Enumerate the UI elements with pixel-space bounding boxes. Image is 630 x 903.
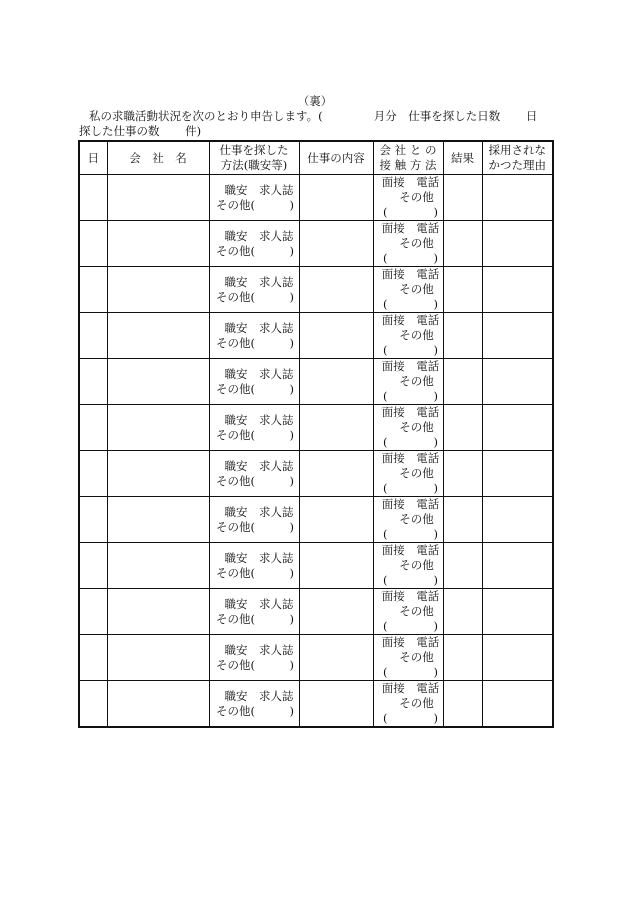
reason-cell[interactable]	[482, 175, 553, 221]
intro-text-2: 月分 仕事を探した日数	[373, 109, 501, 123]
contact-line3: ( )	[383, 251, 438, 265]
table-row	[79, 589, 553, 635]
result-cell[interactable]	[443, 267, 482, 313]
header-result: 結果	[443, 141, 482, 175]
contact-cell[interactable]	[373, 497, 443, 543]
method-cell[interactable]	[209, 543, 299, 589]
job-search-report-table	[78, 140, 554, 728]
contact-line2: その他	[399, 282, 434, 296]
reason-cell[interactable]	[482, 359, 553, 405]
result-cell[interactable]	[443, 635, 482, 681]
day-cell[interactable]	[79, 175, 107, 221]
jobs-count-blank[interactable]	[160, 124, 186, 139]
method-line1: 職安 求人誌	[224, 688, 294, 703]
job-content-cell[interactable]	[299, 589, 373, 635]
result-cell[interactable]	[443, 221, 482, 267]
contact-line2: その他	[399, 190, 434, 204]
contact-cell[interactable]	[373, 405, 443, 451]
header-reason	[482, 141, 553, 175]
table-row	[79, 267, 553, 313]
contact-line1: 面接 電話	[381, 267, 440, 281]
job-content-cell[interactable]	[299, 681, 373, 728]
intro-text-4: 探した仕事の数	[79, 124, 160, 138]
job-content-cell[interactable]	[299, 359, 373, 405]
table-header-row	[79, 141, 553, 175]
contact-cell[interactable]	[373, 175, 443, 221]
method-cell[interactable]	[209, 451, 299, 497]
method-line2: その他( )	[216, 243, 294, 258]
result-cell[interactable]	[443, 681, 482, 728]
reason-cell[interactable]	[482, 405, 553, 451]
company-cell[interactable]	[107, 405, 209, 451]
month-blank[interactable]	[323, 109, 374, 124]
company-cell[interactable]	[107, 267, 209, 313]
company-cell[interactable]	[107, 359, 209, 405]
method-line1: 職安 求人誌	[224, 642, 294, 657]
contact-cell[interactable]	[373, 681, 443, 728]
method-cell[interactable]	[209, 497, 299, 543]
header-method-line2: 方法(職安等)	[220, 158, 288, 172]
contact-line3: ( )	[383, 573, 438, 587]
job-content-cell[interactable]	[299, 313, 373, 359]
table-row	[79, 451, 553, 497]
contact-line3: ( )	[383, 389, 438, 403]
job-content-cell[interactable]	[299, 451, 373, 497]
contact-line2: その他	[399, 512, 434, 526]
contact-cell[interactable]	[373, 221, 443, 267]
method-cell[interactable]	[209, 405, 299, 451]
company-cell[interactable]	[107, 221, 209, 267]
header-company: 会 社 名	[107, 141, 209, 175]
contact-cell[interactable]	[373, 635, 443, 681]
method-line1: 職安 求人誌	[224, 596, 294, 611]
day-cell[interactable]	[79, 635, 107, 681]
header-reason-line1: 採用されな	[488, 143, 546, 157]
header-job-content: 仕事の内容	[299, 141, 373, 175]
contact-line1: 面接 電話	[381, 175, 440, 189]
reason-cell[interactable]	[482, 589, 553, 635]
intro-text-1: 私の求職活動状況を次のとおり申告します。(	[89, 109, 323, 123]
result-cell[interactable]	[443, 451, 482, 497]
method-line1: 職安 求人誌	[224, 366, 294, 381]
day-cell[interactable]	[79, 543, 107, 589]
contact-line2: その他	[399, 236, 434, 250]
reason-cell[interactable]	[482, 543, 553, 589]
company-cell[interactable]	[107, 543, 209, 589]
contact-line1: 面接 電話	[381, 221, 440, 235]
contact-line3: ( )	[383, 527, 438, 541]
method-line2: その他( )	[216, 657, 294, 672]
header-contact-line1: 会 社 と の	[379, 143, 437, 157]
day-cell[interactable]	[79, 359, 107, 405]
day-cell[interactable]	[79, 221, 107, 267]
contact-line1: 面接 電話	[381, 359, 440, 373]
method-line1: 職安 求人誌	[224, 182, 294, 197]
intro-statement	[79, 109, 554, 139]
job-content-cell[interactable]	[299, 543, 373, 589]
day-cell[interactable]	[79, 405, 107, 451]
contact-line3: ( )	[383, 297, 438, 311]
contact-line2: その他	[399, 420, 434, 434]
header-method-line1: 仕事を探した	[219, 143, 289, 157]
result-cell[interactable]	[443, 589, 482, 635]
company-cell[interactable]	[107, 175, 209, 221]
reason-cell[interactable]	[482, 451, 553, 497]
reason-cell[interactable]	[482, 635, 553, 681]
method-line2: その他( )	[216, 289, 294, 304]
contact-line1: 面接 電話	[381, 589, 440, 603]
job-content-cell[interactable]	[299, 497, 373, 543]
contact-line3: ( )	[383, 481, 438, 495]
method-line2: その他( )	[216, 381, 294, 396]
contact-line3: ( )	[383, 711, 438, 725]
contact-line2: その他	[399, 466, 434, 480]
header-contact-line2: 接 触 方 法	[379, 158, 437, 172]
header-reason-line2: かつた理由	[488, 158, 546, 172]
method-line2: その他( )	[216, 519, 294, 534]
contact-line3: ( )	[383, 205, 438, 219]
method-cell[interactable]	[209, 359, 299, 405]
contact-cell[interactable]	[373, 589, 443, 635]
contact-cell[interactable]	[373, 451, 443, 497]
contact-line3: ( )	[383, 343, 438, 357]
contact-line2: その他	[399, 374, 434, 388]
table-row	[79, 405, 553, 451]
method-line2: その他( )	[216, 703, 294, 718]
method-line2: その他( )	[216, 611, 294, 626]
method-cell[interactable]	[209, 681, 299, 728]
method-cell[interactable]	[209, 589, 299, 635]
method-line2: その他( )	[216, 473, 294, 488]
contact-line1: 面接 電話	[381, 681, 440, 695]
contact-cell[interactable]	[373, 267, 443, 313]
method-cell[interactable]	[209, 175, 299, 221]
table-row	[79, 359, 553, 405]
intro-text-3: 日	[525, 109, 538, 123]
method-cell[interactable]	[209, 221, 299, 267]
contact-cell[interactable]	[373, 359, 443, 405]
job-content-cell[interactable]	[299, 267, 373, 313]
contact-line3: ( )	[383, 619, 438, 633]
contact-line3: ( )	[383, 665, 438, 679]
contact-line1: 面接 電話	[381, 451, 440, 465]
method-line1: 職安 求人誌	[224, 550, 294, 565]
contact-line2: その他	[399, 558, 434, 572]
table-row	[79, 681, 553, 728]
method-line1: 職安 求人誌	[224, 458, 294, 473]
company-cell[interactable]	[107, 681, 209, 728]
method-line2: その他( )	[216, 565, 294, 580]
method-line1: 職安 求人誌	[224, 274, 294, 289]
intro-text-5: 件)	[185, 124, 202, 138]
table-row	[79, 497, 553, 543]
table-row	[79, 543, 553, 589]
company-cell[interactable]	[107, 589, 209, 635]
contact-line1: 面接 電話	[381, 635, 440, 649]
reason-cell[interactable]	[482, 497, 553, 543]
company-cell[interactable]	[107, 497, 209, 543]
result-cell[interactable]	[443, 497, 482, 543]
contact-line2: その他	[399, 650, 434, 664]
contact-line1: 面接 電話	[381, 543, 440, 557]
table-row	[79, 313, 553, 359]
page-title: （裏）	[297, 94, 333, 108]
contact-line2: その他	[399, 696, 434, 710]
method-line2: その他( )	[216, 335, 294, 350]
reason-cell[interactable]	[482, 267, 553, 313]
job-content-cell[interactable]	[299, 405, 373, 451]
result-cell[interactable]	[443, 543, 482, 589]
reason-cell[interactable]	[482, 313, 553, 359]
table-row	[79, 175, 553, 221]
table-row	[79, 221, 553, 267]
company-cell[interactable]	[107, 451, 209, 497]
contact-line1: 面接 電話	[381, 497, 440, 511]
method-cell[interactable]	[209, 267, 299, 313]
company-cell[interactable]	[107, 635, 209, 681]
result-cell[interactable]	[443, 175, 482, 221]
job-content-cell[interactable]	[299, 221, 373, 267]
day-cell[interactable]	[79, 589, 107, 635]
day-cell[interactable]	[79, 313, 107, 359]
method-cell[interactable]	[209, 635, 299, 681]
header-method	[209, 141, 299, 175]
day-cell[interactable]	[79, 497, 107, 543]
method-line2: その他( )	[216, 197, 294, 212]
reason-cell[interactable]	[482, 221, 553, 267]
contact-line2: その他	[399, 328, 434, 342]
company-cell[interactable]	[107, 313, 209, 359]
job-content-cell[interactable]	[299, 175, 373, 221]
reason-cell[interactable]	[482, 681, 553, 728]
method-line1: 職安 求人誌	[224, 228, 294, 243]
day-cell[interactable]	[79, 451, 107, 497]
day-cell[interactable]	[79, 681, 107, 728]
contact-cell[interactable]	[373, 313, 443, 359]
method-line1: 職安 求人誌	[224, 504, 294, 519]
header-contact	[373, 141, 443, 175]
result-cell[interactable]	[443, 359, 482, 405]
method-line2: その他( )	[216, 427, 294, 442]
result-cell[interactable]	[443, 405, 482, 451]
contact-line1: 面接 電話	[381, 313, 440, 327]
contact-line1: 面接 電話	[381, 405, 440, 419]
contact-cell[interactable]	[373, 543, 443, 589]
contact-line3: ( )	[383, 435, 438, 449]
result-cell[interactable]	[443, 313, 482, 359]
job-content-cell[interactable]	[299, 635, 373, 681]
day-cell[interactable]	[79, 267, 107, 313]
contact-line2: その他	[399, 604, 434, 618]
table-row	[79, 635, 553, 681]
method-line1: 職安 求人誌	[224, 320, 294, 335]
header-day: 日	[79, 141, 107, 175]
method-line1: 職安 求人誌	[224, 412, 294, 427]
method-cell[interactable]	[209, 313, 299, 359]
days-blank[interactable]	[500, 109, 526, 124]
